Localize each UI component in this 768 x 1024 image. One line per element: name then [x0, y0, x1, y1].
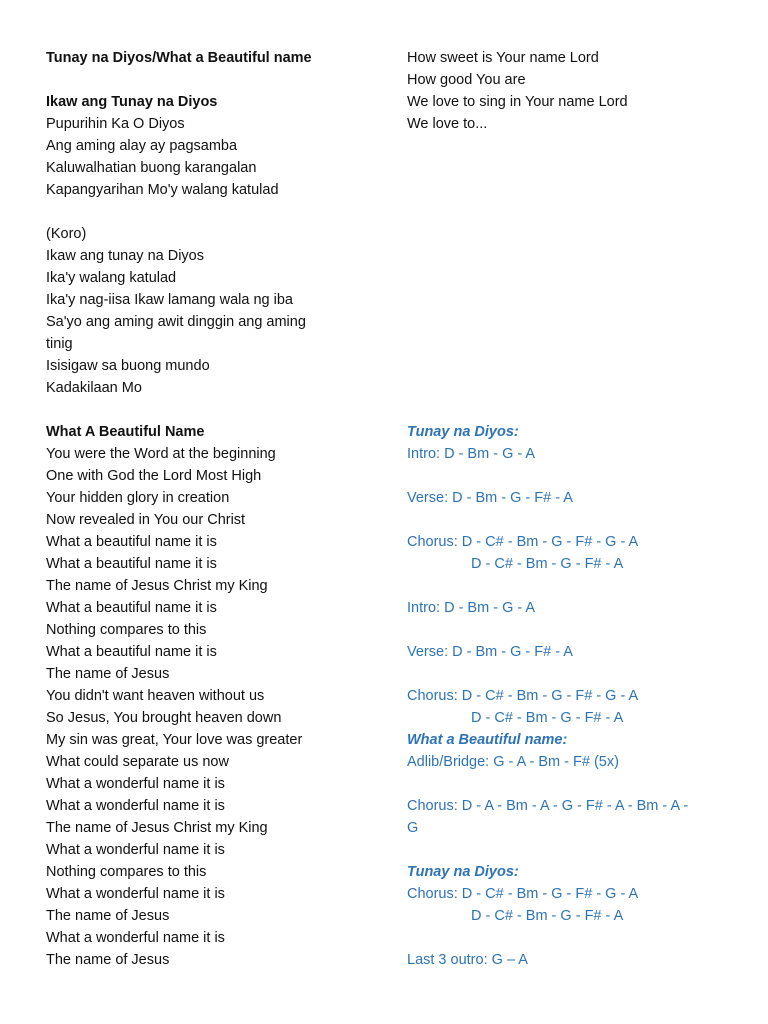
lyric-line: You were the Word at the beginning [46, 446, 276, 462]
lyric-line: Nothing compares to this [46, 622, 207, 638]
lyric-line: The name of Jesus [46, 952, 170, 968]
lyric-line: You didn't want heaven without us [46, 688, 265, 704]
document-title: Tunay na Diyos/What a Beautiful name [46, 50, 312, 66]
lyric-line: We love to... [407, 116, 488, 132]
spacer [46, 399, 376, 421]
lyric-line: My sin was great, Your love was greater [46, 732, 303, 748]
lyric-line: What a beautiful name it is [46, 644, 217, 660]
lyric-line: Sa'yo ang aming awit dinggin ang aming [46, 314, 306, 330]
lyric-line: What could separate us now [46, 754, 229, 770]
lyric-line: How sweet is Your name Lord [407, 50, 599, 66]
lyric-line: One with God the Lord Most High [46, 468, 262, 484]
lyric-line: Pupurihin Ka O Diyos [46, 116, 185, 132]
lyric-line: The name of Jesus [46, 666, 170, 682]
lyric-line: The name of Jesus Christ my King [46, 578, 268, 594]
lyric-line: What a wonderful name it is [46, 798, 225, 814]
lyric-line: tinig [46, 336, 73, 352]
lyric-line: What a wonderful name it is [46, 776, 225, 792]
lyric-line: Kaluwalhatian buong karangalan [46, 160, 257, 176]
lyric-line: Your hidden glory in creation [46, 490, 230, 506]
chord-line: Chorus: D - C# - Bm - G - F# - G - A [407, 886, 639, 902]
chord-line: Chorus: D - C# - Bm - G - F# - G - A [407, 534, 639, 550]
chord-line: Chorus: D - C# - Bm - G - F# - G - A [407, 688, 639, 704]
lyric-line: Ika'y nag-iisa Ikaw lamang wala ng iba [46, 292, 293, 308]
spacer [46, 201, 376, 223]
lyric-line: How good You are [407, 72, 526, 88]
chord-section-heading: Tunay na Diyos: [407, 864, 519, 880]
lyric-line: Kadakilaan Mo [46, 380, 142, 396]
chord-line: D - C# - Bm - G - F# - A [471, 908, 624, 924]
chord-line: Intro: D - Bm - G - A [407, 446, 536, 462]
chord-line: Last 3 outro: G – A [407, 952, 528, 968]
lyric-line: Isisigaw sa buong mundo [46, 358, 210, 374]
chord-section-heading: Tunay na Diyos: [407, 424, 519, 440]
lyric-line: Ika'y walang katulad [46, 270, 177, 286]
lyric-line: The name of Jesus [46, 908, 170, 924]
chord-line: D - C# - Bm - G - F# - A [471, 710, 624, 726]
chord-line: G [407, 820, 419, 836]
lyric-line: Ang aming alay ay pagsamba [46, 138, 238, 154]
chords-column [407, 47, 737, 971]
lyric-line: The name of Jesus Christ my King [46, 820, 268, 836]
chord-line: Chorus: D - A - Bm - A - G - F# - A - Bm - A - [407, 798, 689, 814]
koro-label: (Koro) [46, 226, 87, 242]
lyric-line: What a beautiful name it is [46, 556, 217, 572]
chord-section-heading: What a Beautiful name: [407, 732, 568, 748]
chord-line: Verse: D - Bm - G - F# - A [407, 490, 573, 506]
chord-line: Intro: D - Bm - G - A [407, 600, 536, 616]
song2-heading: What A Beautiful Name [46, 424, 205, 440]
chord-line: Adlib/Bridge: G - A - Bm - F# (5x) [407, 754, 619, 770]
lyric-line: Now revealed in You our Christ [46, 512, 246, 528]
lyric-line: What a wonderful name it is [46, 842, 225, 858]
lyrics-column [46, 47, 376, 971]
lyric-line: What a wonderful name it is [46, 886, 225, 902]
chord-line: Verse: D - Bm - G - F# - A [407, 644, 573, 660]
lyric-line: Ikaw ang tunay na Diyos [46, 248, 204, 264]
spacer [46, 69, 376, 91]
lyric-line: What a wonderful name it is [46, 930, 225, 946]
lyric-line: What a beautiful name it is [46, 534, 217, 550]
lyric-line: So Jesus, You brought heaven down [46, 710, 282, 726]
chord-line: D - C# - Bm - G - F# - A [471, 556, 624, 572]
lyric-line: What a beautiful name it is [46, 600, 217, 616]
lyric-line: Kapangyarihan Mo'y walang katulad [46, 182, 279, 198]
lyric-line: Nothing compares to this [46, 864, 207, 880]
lyric-line: We love to sing in Your name Lord [407, 94, 628, 110]
song1-heading: Ikaw ang Tunay na Diyos [46, 94, 218, 110]
